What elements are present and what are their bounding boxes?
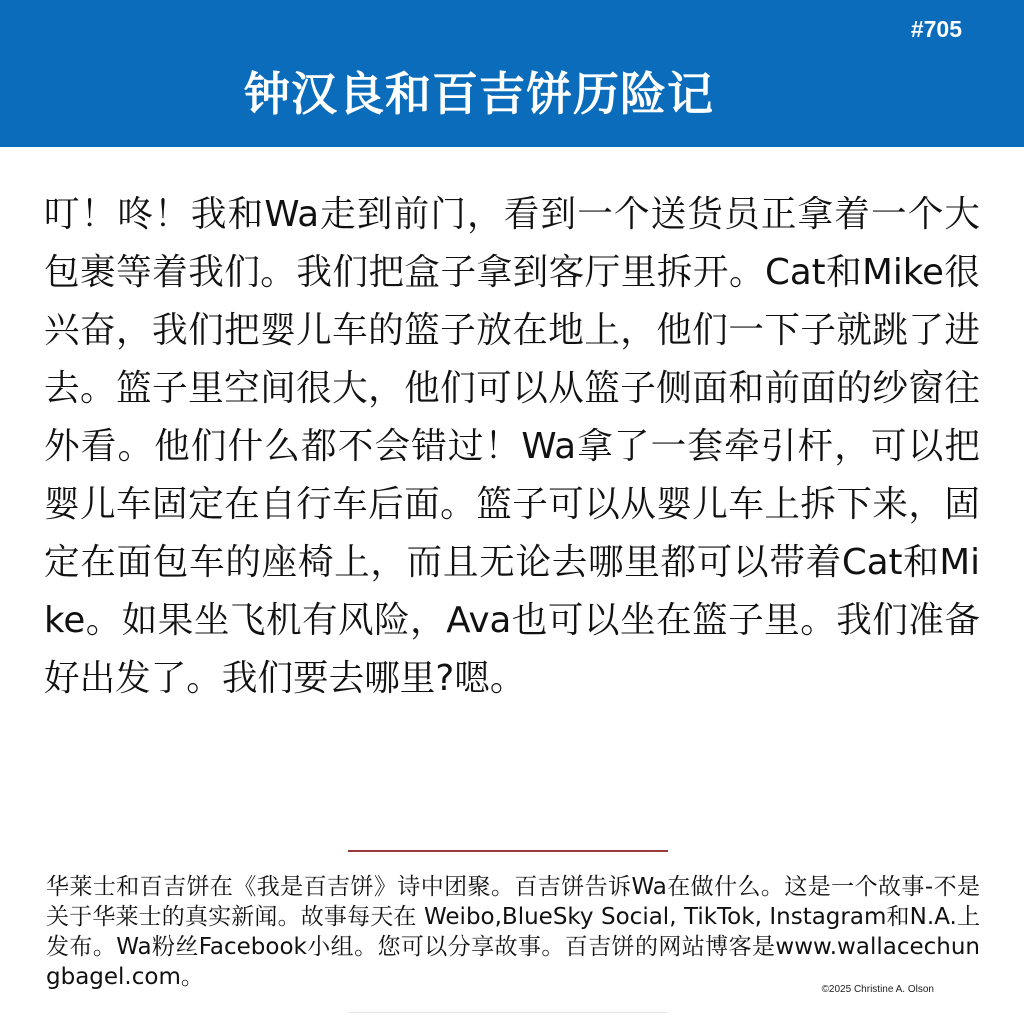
header-banner xyxy=(0,0,1024,147)
episode-number: #705 xyxy=(910,16,962,42)
copyright: ©2025 Christine A. Olson xyxy=(821,984,934,995)
story-text: 叮！咚！我和Wa走到前门，看到一个送货员正拿着一个大包裹等着我们。我们把盒子拿到客厅里拆开。Cat和Mike很兴奋，我们把婴儿车的篮子放在地上，他们一下子就跳了进去。篮子里空间很大，他们可以从篮子侧面和前面的纱窗往外看。他们什么都不会错过！Wa拿了一套牵引杆，可以把婴儿车固定在自行车后面。篮子可以从婴儿车上拆下来，固定在面包车的座椅上，而且无论去哪里都可以带着Cat和Mike。如果坐飞机有风险，Ava也可以坐在篮子里。我们准备好出发了。我们要去哪里?嗯。 xyxy=(44,194,980,699)
divider xyxy=(348,850,668,852)
page-title: 钟汉良和百吉饼历险记 xyxy=(244,67,714,121)
bottom-divider xyxy=(348,1012,668,1013)
footer-text: 华莱士和百吉饼在《我是百吉饼》诗中团聚。百吉饼告诉Wa在做什么。这是一个故事-不是关于华莱士的真实新闻。故事每天在 Weibo,BlueSky Social, TikTok, Instagram和N.A.上发布。Wa粉丝Facebook小组。您可以分享故事。百吉饼的网站博客是www.wallacechungbagel.com。 xyxy=(46,874,980,990)
